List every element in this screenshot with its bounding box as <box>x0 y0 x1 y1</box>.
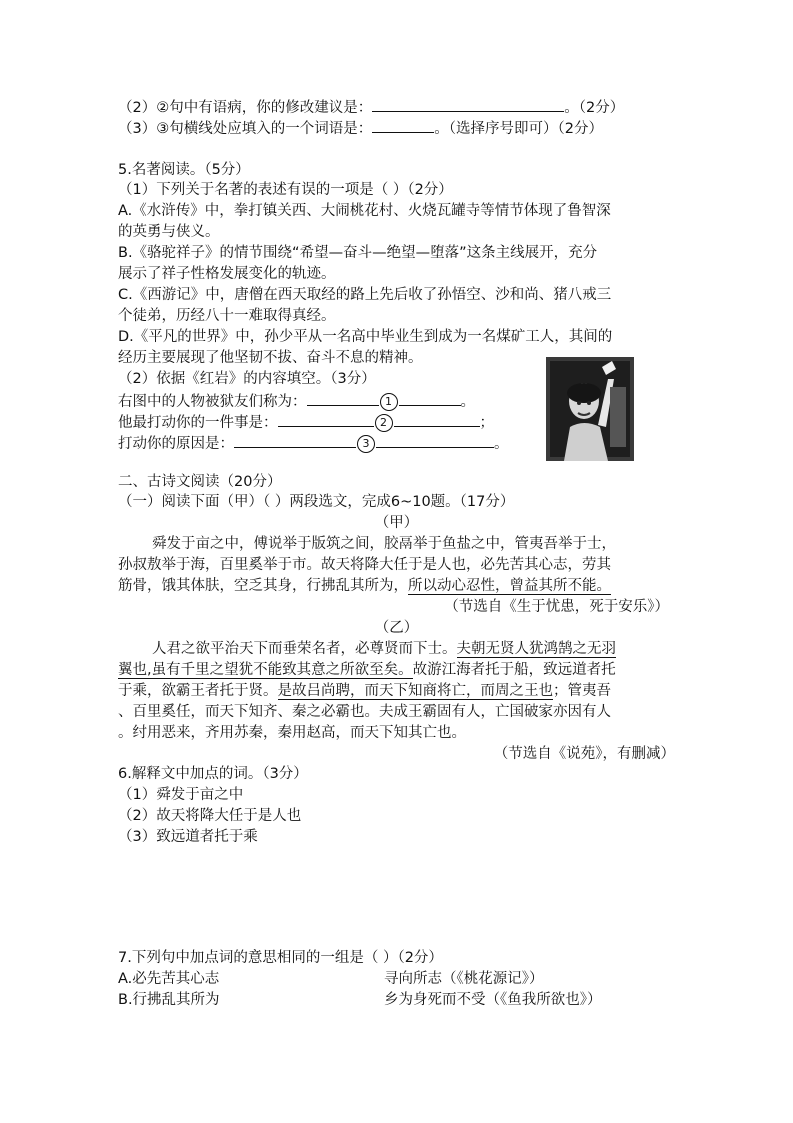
q5-title: 5.名著阅读。（5分） <box>118 162 250 178</box>
q6-title: 6.解释文中加点的词。（3分） <box>118 766 308 782</box>
passage-jia-line: 孙叔敖举于海，百里奚举于市。故天将降大任于是人也，必先苦其心志，劳其 <box>118 557 611 573</box>
q6-item-2: （2）故天将降大任于是人也 <box>118 808 302 824</box>
answer-blank[interactable] <box>278 411 374 427</box>
q5-option-a: A.《水浒传》中，拳打镇关西、大闹桃花村、火烧瓦罐寺等情节体现了鲁智深 <box>118 203 611 219</box>
q5-option-c-cont: 个徒弟，历经八十一难取得真经。 <box>118 308 336 324</box>
answer-blank[interactable] <box>234 432 356 448</box>
answer-blank[interactable] <box>399 390 461 406</box>
passage-yi-line: 于乘，欲霸王者托于贤。是故吕尚聘，而天下知商将亡，而周之王也；管夷吾 <box>118 683 611 699</box>
q5-option-c: C.《西游记》中，唐僧在西天取经的路上先后收了孙悟空、沙和尚、猪八戒三 <box>118 287 612 303</box>
passage-yi-line: 、百里奚任，而天下知齐、秦之必霸也。夫成王霸固有人，亡国破家亦因有人 <box>118 704 611 720</box>
underlined-sentence: 是故吕尚聘，而天下知商将亡，而周之王也 <box>277 683 553 699</box>
answer-blank[interactable] <box>372 96 564 112</box>
q7-option-b-left: B.行拂乱其所为 <box>118 992 220 1008</box>
answer-blank[interactable] <box>372 117 434 133</box>
answer-blank[interactable] <box>307 390 379 406</box>
q5-option-d-cont: 经历主要展现了他坚韧不拔、奋斗不息的精神。 <box>118 350 423 366</box>
q7-option-a-left: A.必先苦其心志 <box>118 971 220 987</box>
passage-yi-heading: （乙） <box>374 620 419 636</box>
q7-option-a-right: 寻向所志（《桃花源记》） <box>384 971 544 987</box>
q5-option-a-cont: 的英勇与侠义。 <box>118 224 220 240</box>
passage-jia-source: （节选自《生于忧患，死于安乐》） <box>444 599 669 615</box>
underlined-sentence: 翼也,虽有千里之望犹不能致其意之所欲至矣。 <box>118 662 413 678</box>
q5-option-d: D.《平凡的世界》中，孙少平从一名高中毕业生到成为一名煤矿工人，其间的 <box>118 329 613 345</box>
q5-fill-3: 打动你的原因是： 3 。 <box>118 432 509 453</box>
passage-jia-line: 舜发于亩之中，傅说举于版筑之间，胶鬲举于鱼盐之中，管夷吾举于士， <box>152 536 616 552</box>
q6-item-1: （1）舜发于亩之中 <box>118 787 244 803</box>
q5-sub2: （2）依据《红岩》的内容填空。（3分） <box>118 371 376 387</box>
passage-yi-line: 翼也,虽有千里之望犹不能致其意之所欲至矣。故游江海者托于船，致远道者托 <box>118 662 616 678</box>
q4-sub3: （3）③句横线处应填入的一个词语是： 。（选择序号即可）（2分） <box>118 117 603 138</box>
answer-blank[interactable] <box>376 432 494 448</box>
q5-option-b-cont: 展示了祥子性格发展变化的轨迹。 <box>118 266 336 282</box>
q6-item-3: （3）致远道者托于乘 <box>118 829 258 845</box>
circled-number: 1 <box>380 393 398 411</box>
q7-title: 7.下列句中加点词的意思相同的一组是（ ）（2分） <box>118 950 443 966</box>
passage-jia-heading: （甲） <box>374 515 419 531</box>
circled-number: 2 <box>375 414 393 432</box>
underlined-sentence: 所以动心忍性，曾益其所不能。 <box>408 578 611 594</box>
q5-fill-1: 右图中的人物被狱友们称为： 1 。 <box>118 390 475 411</box>
circled-number: 3 <box>357 435 375 453</box>
character-photo <box>546 357 634 461</box>
q7-option-b-right: 乡为身死而不受（《鱼我所欲也》） <box>384 992 602 1008</box>
section-2-title: 二、古诗文阅读（20分） <box>118 474 282 490</box>
q5-sub1: （1）下列关于名著的表述有误的一项是（ ）（2分） <box>118 182 453 198</box>
passage-jia-line: 筋骨，饿其体肤，空乏其身，行拂乱其所为，所以动心忍性，曾益其所不能。 <box>118 578 611 594</box>
portrait-illustration <box>546 357 634 461</box>
q5-option-b: B.《骆驼祥子》的情节围绕“希望—奋斗—绝望—堕落”这条主线展开，充分 <box>118 245 598 261</box>
passage-yi-line: 。纣用恶来，齐用苏秦，秦用赵高，而天下知其亡也。 <box>118 725 466 741</box>
section-2-part-1: （一）阅读下面（甲）（ ）两段选文，完成6~10题。（17分） <box>118 494 515 510</box>
q5-fill-2: 他最打动你的一件事是： 2 ； <box>118 411 494 432</box>
passage-yi-line: 人君之欲平治天下而垂荣名者，必尊贤而下士。夫朝无贤人犹鸿鹄之无羽 <box>152 641 616 657</box>
underlined-sentence: 夫朝无贤人犹鸿鹄之无羽 <box>456 641 616 657</box>
q4-sub2: （2）②句中有语病，你的修改建议是： 。（2分） <box>118 96 624 117</box>
answer-blank[interactable] <box>394 411 480 427</box>
passage-yi-source: （节选自《说苑》，有删减） <box>493 746 675 762</box>
